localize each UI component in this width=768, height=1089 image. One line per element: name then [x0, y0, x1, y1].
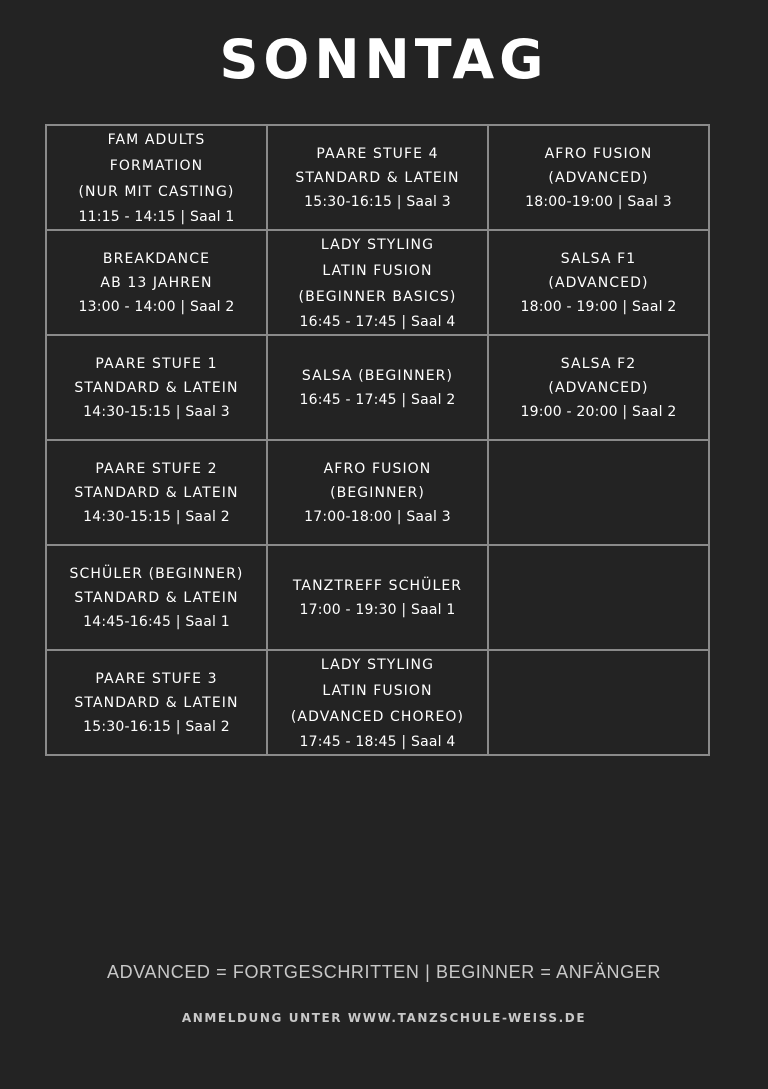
class-name-line: (NUR MIT CASTING) [78, 183, 235, 200]
schedule-row [46, 650, 709, 755]
class-time: 15:30-16:15 | Saal 2 [83, 718, 230, 735]
class-time: 14:30-15:15 | Saal 3 [83, 403, 230, 420]
class-name-line: LATIN FUSION [322, 262, 433, 279]
class-cell [488, 125, 709, 230]
schedule-row [46, 545, 709, 650]
class-name-line: (ADVANCED) [548, 169, 649, 186]
class-time: 17:45 - 18:45 | Saal 4 [299, 733, 456, 750]
class-name-line: LATIN FUSION [322, 682, 433, 699]
class-name-line: (ADVANCED) [548, 274, 649, 291]
schedule-row [46, 125, 709, 230]
class-name-line: SALSA (BEGINNER) [301, 367, 454, 384]
class-time: 18:00 - 19:00 | Saal 2 [520, 298, 677, 315]
class-name-line: TANZTREFF SCHÜLER [292, 577, 463, 594]
class-name-line: FAM ADULTS [107, 131, 206, 148]
class-name-line: AB 13 JAHREN [100, 274, 213, 291]
class-cell [488, 230, 709, 335]
schedule-row [46, 440, 709, 545]
class-time: 16:45 - 17:45 | Saal 2 [299, 391, 456, 408]
class-cell [46, 125, 267, 230]
class-time: 19:00 - 20:00 | Saal 2 [520, 403, 677, 420]
class-name-line: (BEGINNER) [330, 484, 425, 501]
class-time: 14:30-15:15 | Saal 2 [83, 508, 230, 525]
class-name-line: FORMATION [109, 157, 204, 174]
class-name-line: (BEGINNER BASICS) [298, 288, 457, 305]
class-name-line: STANDARD & LATEIN [74, 694, 239, 711]
class-cell [267, 545, 488, 650]
class-cell [267, 125, 488, 230]
class-cell [267, 440, 488, 545]
class-time: 13:00 - 14:00 | Saal 2 [78, 298, 235, 315]
class-time: 15:30-16:15 | Saal 3 [304, 193, 451, 210]
class-name-line: SALSA F2 [560, 355, 637, 372]
page-title: SONNTAG [219, 28, 549, 91]
class-name-line: PAARE STUFE 4 [316, 145, 439, 162]
class-time: 14:45-16:45 | Saal 1 [83, 613, 230, 630]
class-cell [46, 230, 267, 335]
legend-text: ADVANCED = FORTGESCHRITTEN | BEGINNER = ANFÄNGER [107, 962, 661, 982]
class-cell [267, 335, 488, 440]
registration-footer: ANMELDUNG UNTER WWW.TANZSCHULE-WEISS.DE [181, 1011, 587, 1025]
class-cell [267, 650, 488, 755]
class-cell [46, 650, 267, 755]
class-time: 11:15 - 14:15 | Saal 1 [78, 208, 235, 225]
class-name-line: AFRO FUSION [544, 145, 653, 162]
class-name-line: LADY STYLING [320, 656, 435, 673]
class-cell [267, 230, 488, 335]
class-time: 17:00-18:00 | Saal 3 [304, 508, 451, 525]
class-name-line: LADY STYLING [320, 236, 435, 253]
class-name-line: STANDARD & LATEIN [74, 379, 239, 396]
class-time: 18:00-19:00 | Saal 3 [525, 193, 672, 210]
schedule-table [45, 124, 710, 756]
class-cell [46, 545, 267, 650]
class-name-line: SCHÜLER (BEGINNER) [69, 565, 244, 582]
class-name-line: AFRO FUSION [323, 460, 432, 477]
class-name-line: STANDARD & LATEIN [295, 169, 460, 186]
class-name-line: PAARE STUFE 3 [95, 670, 218, 687]
schedule-row [46, 335, 709, 440]
class-name-line: SALSA F1 [560, 250, 637, 267]
class-cell [46, 440, 267, 545]
class-name-line: (ADVANCED CHOREO) [290, 708, 465, 725]
schedule-row [46, 230, 709, 335]
class-name-line: STANDARD & LATEIN [74, 484, 239, 501]
class-name-line: PAARE STUFE 1 [95, 355, 218, 372]
class-name-line: (ADVANCED) [548, 379, 649, 396]
empty-cell [488, 650, 709, 755]
class-time: 16:45 - 17:45 | Saal 4 [299, 313, 456, 330]
class-time: 17:00 - 19:30 | Saal 1 [299, 601, 456, 618]
schedule-body [46, 125, 709, 755]
empty-cell [488, 545, 709, 650]
class-name-line: STANDARD & LATEIN [74, 589, 239, 606]
class-name-line: BREAKDANCE [102, 250, 211, 267]
class-cell [488, 335, 709, 440]
class-name-line: PAARE STUFE 2 [95, 460, 218, 477]
empty-cell [488, 440, 709, 545]
class-cell [46, 335, 267, 440]
